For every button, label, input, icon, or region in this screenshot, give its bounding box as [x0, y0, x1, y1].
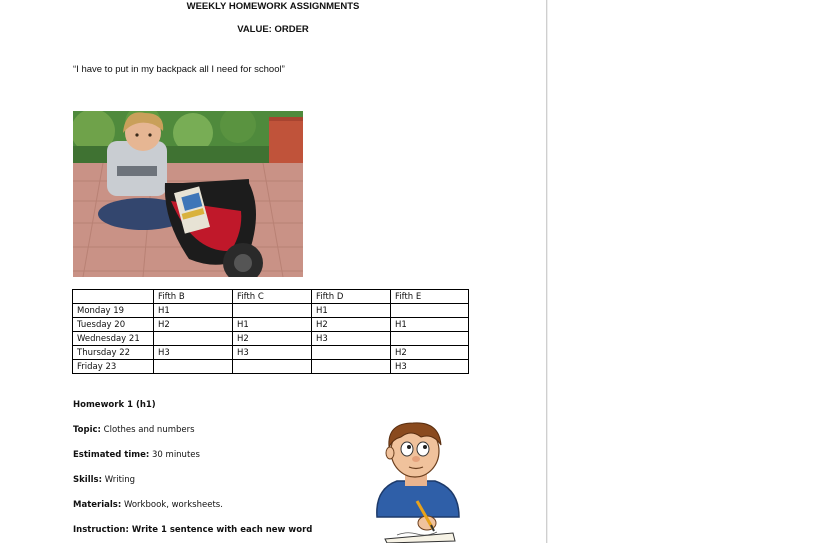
header-cell: Fifth B — [154, 290, 233, 304]
time-value: 30 minutes — [152, 450, 200, 460]
table-cell — [391, 332, 469, 346]
table-cell: H1 — [312, 304, 391, 318]
table-row — [73, 304, 469, 318]
topic-label: Topic: — [73, 425, 101, 435]
skills-value: Writing — [104, 475, 136, 485]
header-cell — [73, 290, 154, 304]
header-cell: Fifth C — [233, 290, 312, 304]
document-title: WEEKLY HOMEWORK ASSIGNMENTS — [186, 1, 360, 12]
table-cell: H1 — [233, 318, 312, 332]
header-cell: Fifth D — [312, 290, 391, 304]
table-row — [73, 346, 469, 360]
table-cell: H2 — [233, 332, 312, 346]
table-cell — [154, 360, 233, 374]
schedule-table — [72, 289, 469, 374]
day-cell: Monday 19 — [73, 304, 154, 318]
topic-value: Clothes and numbers — [103, 425, 195, 435]
table-cell: H2 — [391, 346, 469, 360]
table-cell — [233, 360, 312, 374]
time-label: Estimated time: — [73, 450, 150, 460]
table-cell: H1 — [154, 304, 233, 318]
skills-line — [73, 475, 135, 485]
table-cell — [154, 332, 233, 346]
table-row — [73, 360, 469, 374]
header-cell: Fifth E — [391, 290, 469, 304]
day-cell: Tuesday 20 — [73, 318, 154, 332]
table-cell: H2 — [154, 318, 233, 332]
materials-label: Materials: — [73, 500, 122, 510]
table-cell — [233, 304, 312, 318]
boy-backpack-photo — [73, 111, 303, 277]
day-cell: Friday 23 — [73, 360, 154, 374]
time-line — [73, 450, 200, 460]
skills-label: Skills: — [73, 475, 102, 485]
instruction-line: Instruction: Write 1 sentence with each new word — [73, 525, 313, 535]
topic-line — [73, 425, 195, 435]
table-cell — [391, 304, 469, 318]
day-cell: Thursday 22 — [73, 346, 154, 360]
materials-value: Workbook, worksheets. — [123, 500, 223, 510]
value-heading: VALUE: ORDER — [237, 24, 309, 35]
materials-line — [73, 500, 223, 510]
quote-text: “I have to put in my backpack all I need for school” — [73, 64, 285, 75]
table-row — [73, 318, 469, 332]
table-cell: H3 — [312, 332, 391, 346]
table-cell: H1 — [391, 318, 469, 332]
page-shadow — [547, 0, 548, 543]
table-cell: H3 — [233, 346, 312, 360]
student-writing-cartoon — [367, 419, 465, 543]
table-cell: H2 — [312, 318, 391, 332]
table-cell — [312, 360, 391, 374]
homework-title: Homework 1 (h1) — [73, 400, 156, 410]
table-header-row — [73, 290, 469, 304]
day-cell: Wednesday 21 — [73, 332, 154, 346]
table-cell: H3 — [391, 360, 469, 374]
table-row — [73, 332, 469, 346]
table-cell — [312, 346, 391, 360]
table-cell: H3 — [154, 346, 233, 360]
